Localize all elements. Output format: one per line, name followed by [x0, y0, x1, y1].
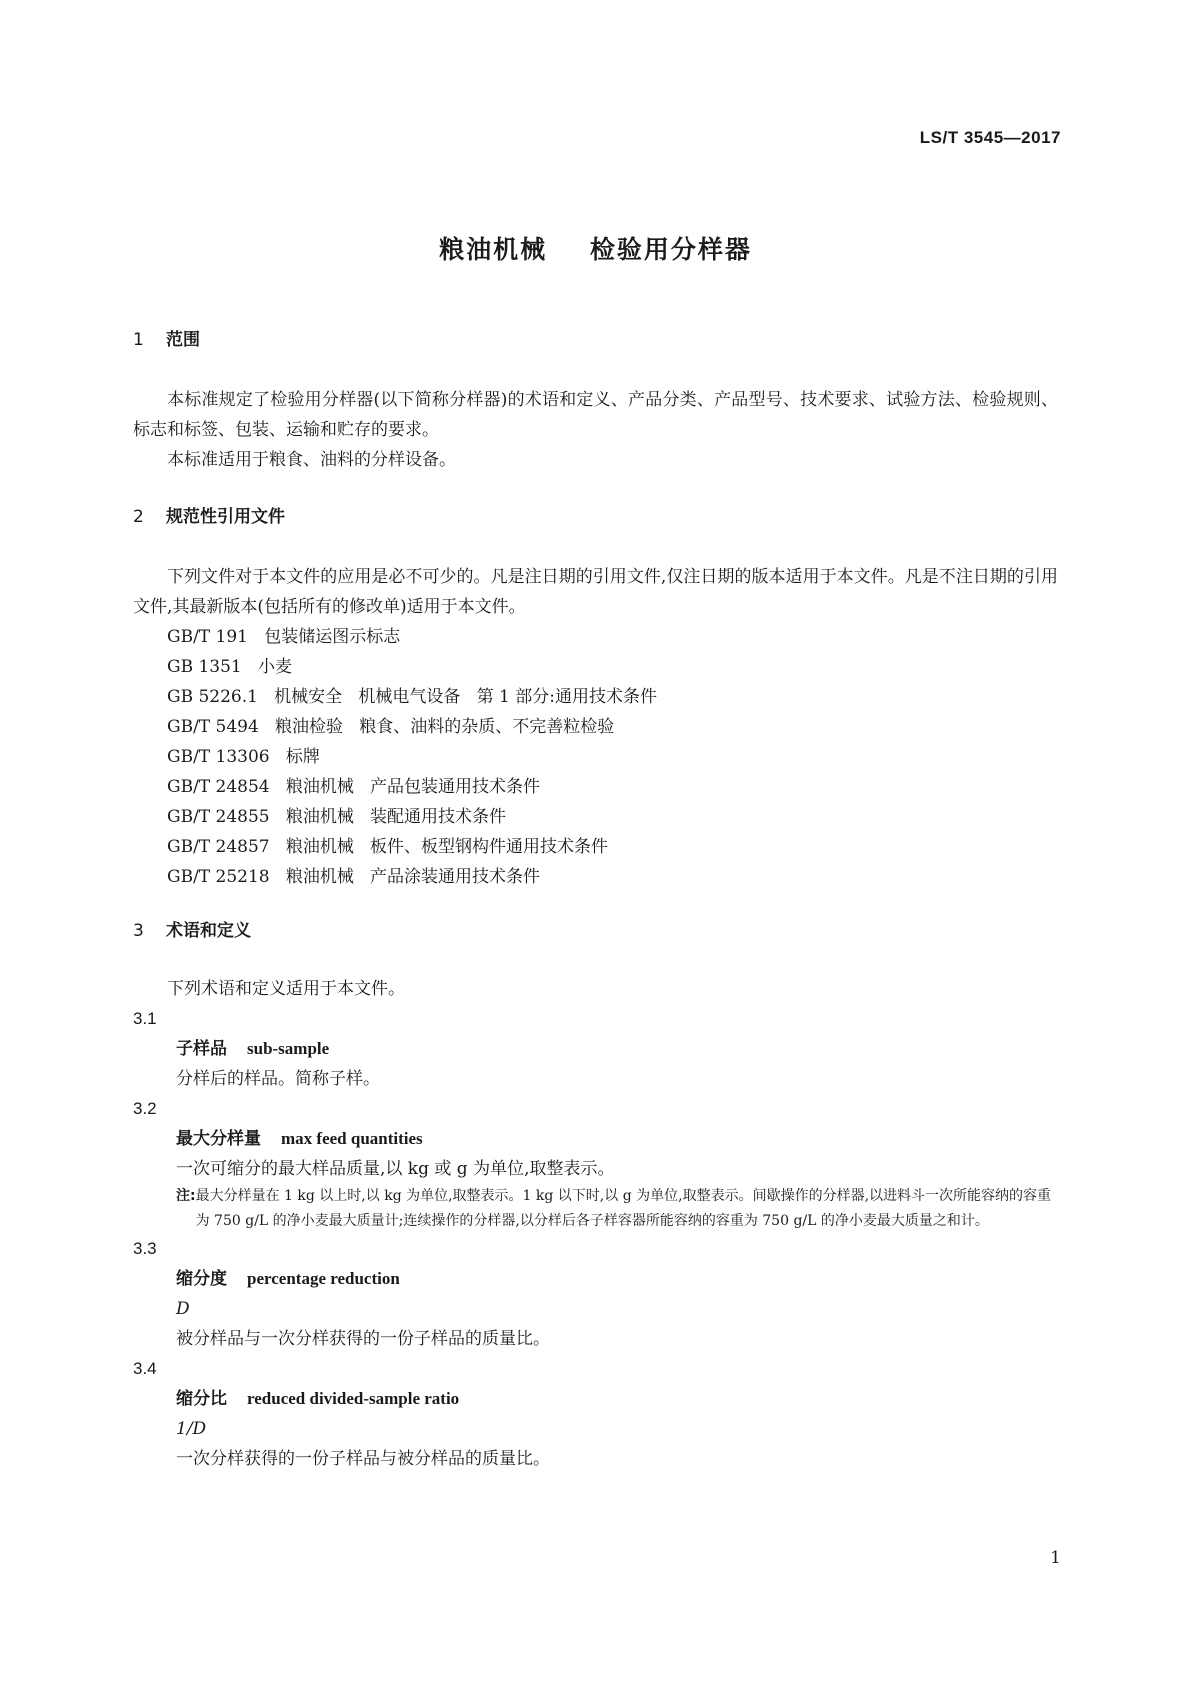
term-definition: 被分样品与一次分样获得的一份子样品的质量比。	[176, 1329, 550, 1349]
document-title: 粮油机械 检验用分样器	[439, 235, 752, 264]
page-number: 1	[1050, 1548, 1061, 1568]
term-entry	[133, 1384, 1058, 1414]
section-heading-terms	[133, 916, 1058, 946]
reference-item: GB/T 24854 粮油机械 产品包装通用技术条件	[167, 777, 541, 797]
reference-item: GB 1351 小麦	[167, 657, 292, 677]
scope-paragraph: 本标准适用于粮食、油料的分样设备。	[167, 450, 456, 470]
term-number: 3.2	[133, 1099, 157, 1118]
terms-intro: 下列术语和定义适用于本文件。	[167, 979, 405, 999]
reference-item: GB/T 25218 粮油机械 产品涂装通用技术条件	[167, 867, 541, 887]
note-text: 最大分样量在 1 kg 以上时,以 kg 为单位,取整表示。1 kg 以下时,以 g 为单位,取整表示。间歇操作的分样器,以进料斗一次所能容纳的容重为 750 g/L 的净小麦最大质量计;连续操作的分样器,以分样后各子样容器所能容纳的容重为 750 g/L 的净小麦最大质量之和计。	[195, 1188, 1052, 1229]
term-english: sub-sample	[247, 1039, 330, 1058]
reference-item: GB/T 191 包装储运图示标志	[167, 627, 401, 647]
standard-code: LS/T 3545—2017	[919, 128, 1061, 147]
term-number: 3.3	[133, 1239, 157, 1258]
document-body	[133, 325, 1058, 1474]
term-symbol: D	[176, 1299, 190, 1319]
term-entry	[133, 1034, 1058, 1064]
reference-item: GB/T 13306 标牌	[167, 747, 320, 767]
section-title: 规范性引用文件	[166, 507, 285, 527]
term-definition: 一次分样获得的一份子样品与被分样品的质量比。	[176, 1449, 550, 1469]
term-english: percentage reduction	[247, 1269, 400, 1288]
term-chinese: 缩分比	[176, 1389, 227, 1409]
note-label: 注:	[176, 1188, 196, 1204]
section-title: 术语和定义	[166, 921, 251, 941]
section-number: 2	[133, 507, 144, 527]
term-entry	[133, 1124, 1058, 1154]
term-english: max feed quantities	[281, 1129, 423, 1148]
section-number: 3	[133, 921, 144, 941]
term-number: 3.4	[133, 1359, 157, 1378]
reference-item: GB/T 5494 粮油检验 粮食、油料的杂质、不完善粒检验	[167, 717, 615, 737]
term-chinese: 最大分样量	[176, 1129, 261, 1149]
term-definition: 一次可缩分的最大样品质量,以 kg 或 g 为单位,取整表示。	[176, 1159, 615, 1179]
section-title: 范围	[166, 330, 200, 350]
term-number: 3.1	[133, 1009, 157, 1028]
scope-paragraph: 本标准规定了检验用分样器(以下简称分样器)的术语和定义、产品分类、产品型号、技术要求、试验方法、检验规则、标志和标签、包装、运输和贮存的要求。	[133, 390, 1058, 440]
section-number: 1	[133, 330, 144, 350]
term-english: reduced divided-sample ratio	[247, 1389, 460, 1408]
reference-item: GB/T 24857 粮油机械 板件、板型钢构件通用技术条件	[167, 837, 609, 857]
normative-intro: 下列文件对于本文件的应用是必不可少的。凡是注日期的引用文件,仅注日期的版本适用于本文件。凡是不注日期的引用文件,其最新版本(包括所有的修改单)适用于本文件。	[133, 567, 1058, 617]
section-heading-scope	[133, 325, 1058, 355]
section-heading-normative-references	[133, 502, 1058, 532]
term-symbol: 1/D	[176, 1419, 207, 1439]
term-note	[133, 1184, 1058, 1234]
term-chinese: 子样品	[176, 1039, 227, 1059]
term-entry	[133, 1264, 1058, 1294]
reference-item: GB/T 24855 粮油机械 装配通用技术条件	[167, 807, 507, 827]
reference-item: GB 5226.1 机械安全 机械电气设备 第 1 部分:通用技术条件	[167, 687, 657, 707]
term-chinese: 缩分度	[176, 1269, 227, 1289]
term-definition: 分样后的样品。简称子样。	[176, 1069, 380, 1089]
